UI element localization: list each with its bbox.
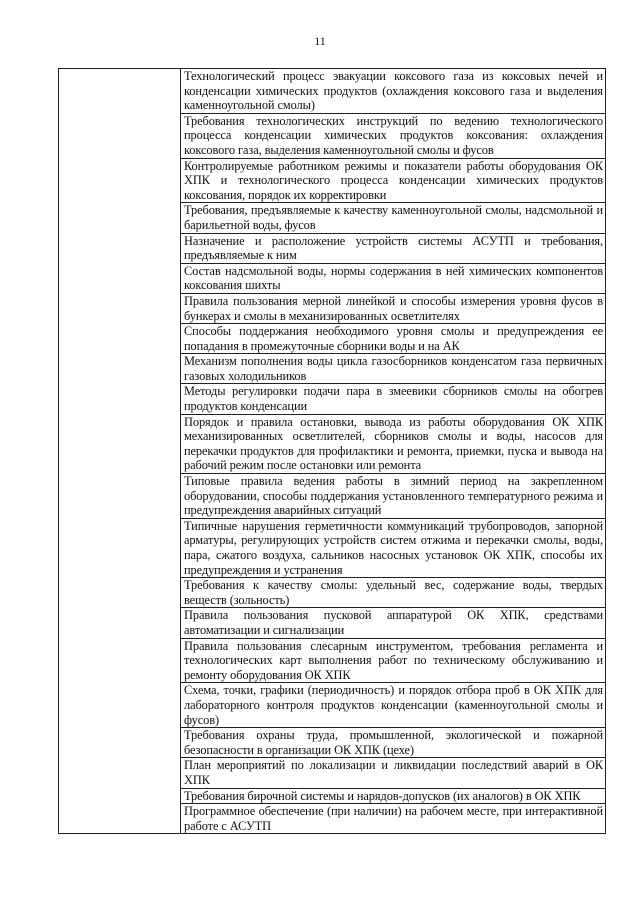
requirement-text: Схема, точки, графики (периодичность) и порядок отбора проб в ОК ХПК для лабораторного контроля продуктов конденсации (каменноугольной смолы и фусов) <box>184 683 603 727</box>
knowledge-table <box>58 68 606 834</box>
requirement-text: Правила пользования пусковой аппаратурой ОК ХПК, средствами автоматизации и сигнализации <box>184 608 603 637</box>
requirement-cell <box>181 324 606 354</box>
merged-label-cell <box>59 69 181 834</box>
requirement-cell <box>181 804 606 834</box>
requirement-text: Типовые правила ведения работы в зимний период на закрепленном оборудовании, способы поддержания установленного температурного режима и предупреждения аварийных ситуаций <box>184 474 603 518</box>
requirement-text: Методы регулировки подачи пара в змеевики сборников смолы на обогрев продуктов конденсации <box>184 384 603 414</box>
requirement-text: Способы поддержания необходимого уровня смолы и предупреждения ее попадания в промежуточные сборники воды и на АК <box>184 324 603 353</box>
requirement-cell <box>181 384 606 414</box>
requirement-cell <box>181 788 606 804</box>
requirement-cell <box>181 113 606 158</box>
requirement-text: Требования, предъявляемые к качеству каменноугольной смолы, надсмольной и барильетной воды, фусов <box>184 203 603 232</box>
requirement-cell <box>181 69 606 114</box>
requirement-cell <box>181 263 606 293</box>
requirement-text: Требования технологических инструкций по ведению технологического процесса конденсации химических продуктов коксования: охлаждения коксового газа, выделения каменноугольной смолы и фусов <box>184 113 603 157</box>
requirement-cell <box>181 414 606 473</box>
requirement-text: План мероприятий по локализации и ликвидации последствий аварий в ОК ХПК <box>184 758 603 787</box>
requirement-text: Технологический процесс эвакуации коксового газа из коксовых печей и конденсации химических продуктов (охлаждения коксового газа и выделения каменноугольной смолы) <box>184 69 603 113</box>
requirement-cell <box>181 683 606 728</box>
requirement-text: Требования к качеству смолы: удельный вес, содержание воды, твердых веществ (зольность) <box>184 578 603 607</box>
requirement-cell <box>181 293 606 323</box>
requirement-cell <box>181 158 606 203</box>
requirement-cell <box>181 474 606 519</box>
requirement-text: Назначение и расположение устройств системы АСУТП и требования, предъявляемые к ним <box>184 233 603 263</box>
requirement-text: Порядок и правила остановки, вывода из работы оборудования ОК ХПК механизированных осветлителей, сборников смолы и воды, насосов для перекачки продуктов для профилактики и ремонта, приемки, пуска и вывода на рабочий режим после остановки или ремонта <box>184 414 603 473</box>
requirement-text: Механизм пополнения воды цикла газосборников конденсатом газа первичных газовых холодильников <box>184 354 603 383</box>
requirement-cell <box>181 608 606 638</box>
requirement-cell <box>181 758 606 788</box>
requirement-cell <box>181 203 606 233</box>
page-number: 11 <box>314 34 326 48</box>
table-row <box>59 69 606 114</box>
requirement-cell <box>181 518 606 577</box>
requirement-text: Правила пользования слесарным инструментом, требования регламента и технологических карт выполнения работ по техническому обслуживанию и ремонту оборудования ОК ХПК <box>184 638 603 682</box>
requirement-text: Требования охраны труда, промышленной, экологической и пожарной безопасности в организации ОК ХПК (цехе) <box>184 728 603 757</box>
requirement-text: Программное обеспечение (при наличии) на рабочем месте, при интерактивной работе с АСУТП <box>184 804 603 833</box>
requirement-text: Требования бирочной системы и нарядов-допусков (их аналогов) в ОК ХПК <box>184 788 581 803</box>
requirement-cell <box>181 728 606 758</box>
requirement-text: Состав надсмольной воды, нормы содержания в ней химических компонентов коксования шихты <box>184 263 603 293</box>
requirement-text: Типичные нарушения герметичности коммуникаций трубопроводов, запорной арматуры, регулирующих устройств систем отжима и перекачки смолы, воды, пара, сжатого воздуха, сальников насосных установок ОК ХПК, способы их предупреждения и устранения <box>184 518 603 577</box>
requirement-cell <box>181 233 606 263</box>
requirement-cell <box>181 638 606 683</box>
requirement-text: Контролируемые работником режимы и показатели работы оборудования ОК ХПК и технологического процесса конденсации химических продуктов коксования, порядок их корректировки <box>184 158 603 202</box>
requirement-text: Правила пользования мерной линейкой и способы измерения уровня фусов в бункерах и смолы в механизированных осветлителях <box>184 293 603 323</box>
requirement-cell <box>181 578 606 608</box>
requirement-cell <box>181 354 606 384</box>
